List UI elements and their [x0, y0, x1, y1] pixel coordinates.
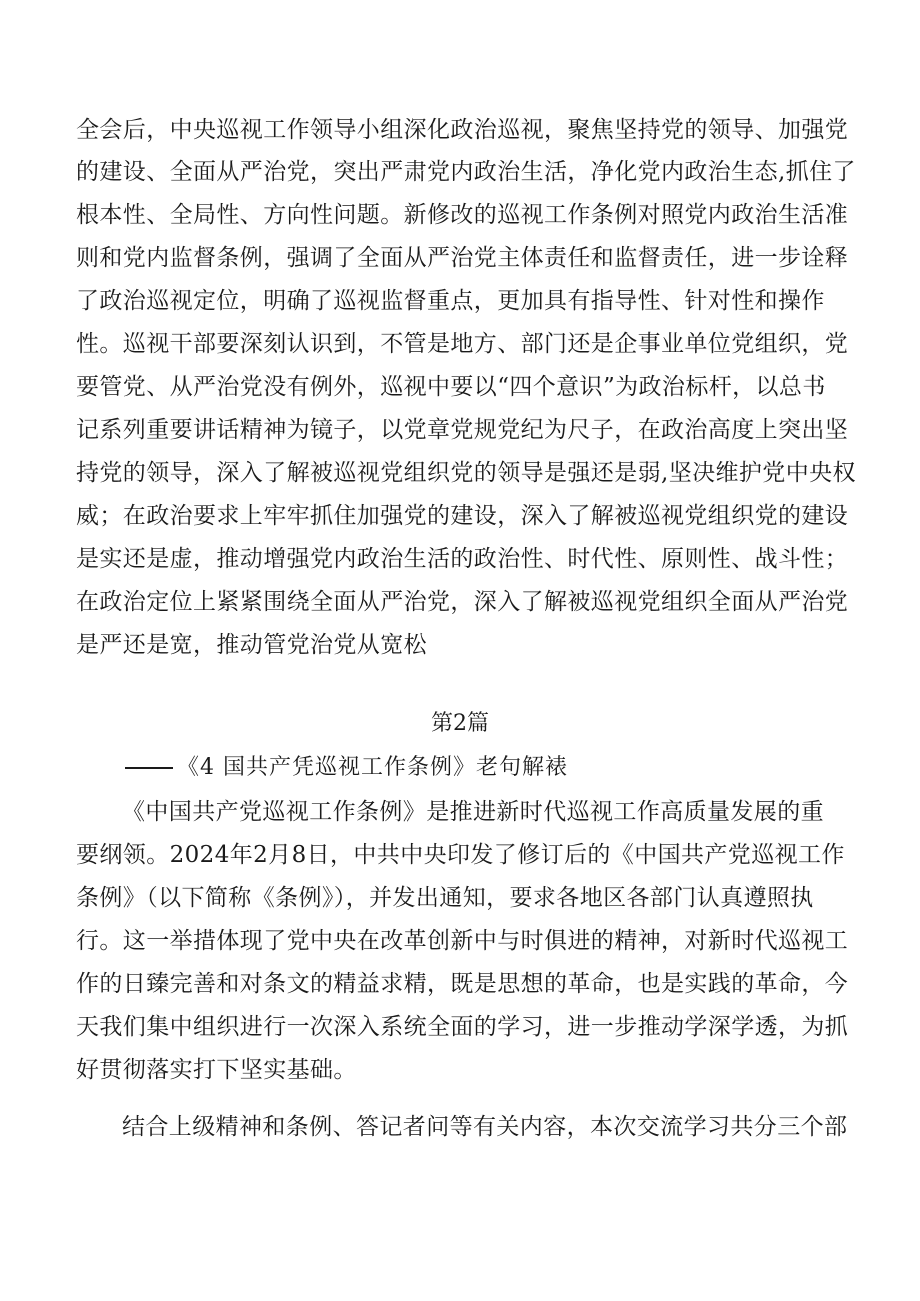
text-line: 则和党内监督条例，强调了全面从严治党主体责任和监督责任，进一步诠释 [76, 245, 849, 271]
text-line: 结合上级精神和条例、答记者问等有关内容，本次交流学习共分三个部 [122, 1114, 848, 1140]
section-heading: 第2篇 [431, 711, 489, 736]
text-line: 条例》（以下简称《条例》），并发出通知，要求各地区各部门认真遵照执 [76, 885, 814, 911]
text-line: 《中国共产党巡视工作条例》是推进新时代巡视工作高质量发展的重 [122, 799, 824, 825]
text-line: 威；在政治要求上牢牢抓住加强党的建设，深入了解被巡视党组织党的建设 [76, 503, 849, 529]
subtitle [125, 748, 568, 788]
subtitle-text: 《4 国共产凭巡视工作条例》老句解裱 [177, 755, 568, 780]
text-line: 好贯彻落实打下坚实基础。 [76, 1057, 357, 1083]
text-line: 记系列重要讲话精神为镜子，以党章党规党纪为尺子，在政治高度上突出坚 [76, 417, 849, 443]
text-line: 在政治定位上紧紧围绕全面从严治党，深入了解被巡视党组织全面从严治党 [76, 589, 849, 615]
text-line: 持党的领导，深入了解被巡视党组织党的领导是强还是弱,坚决维护党中央权 [76, 460, 856, 486]
text-line: 性。巡视干部要深刻认识到，不管是地方、部门还是企事业单位党组织，党 [76, 331, 849, 357]
text-line: 根本性、全局性、方向性问题。新修改的巡视工作条例对照党内政治生活准 [76, 202, 849, 228]
text-line: 行。这一举措体现了党中央在改革创新中与时俱进的精神，对新时代巡视工 [76, 928, 849, 954]
text-line: 作的日臻完善和对条文的精益求精，既是思想的革命，也是实践的革命，今 [76, 971, 849, 997]
text-line: 是严还是宽，推动管党治党从宽松 [76, 632, 427, 658]
em-dash-decoration [125, 767, 173, 769]
text-line: 天我们集中组织进行一次深入系统全面的学习，进一步推动学深学透，为抓 [76, 1014, 849, 1040]
text-line: 是实还是虚，推动增强党内政治生活的政治性、时代性、原则性、战斗性； [76, 546, 849, 572]
text-line: 了政治巡视定位，明确了巡视监督重点，更加具有指导性、针对性和操作 [76, 288, 825, 314]
text-line: 要纲领。2024年2月8日，中共中央印发了修订后的《中国共产党巡视工作 [76, 842, 845, 868]
text-line: 的建设、全面从严治党，突出严肃党内政治生活，净化党内政治生态,抓住了 [76, 159, 856, 185]
text-line: 要管党、从严治党没有例外，巡视中要以“四个意识”为政治标杆，以总书 [76, 374, 826, 400]
text-line: 全会后，中央巡视工作领导小组深化政治巡视，聚焦坚持党的领导、加强党 [76, 117, 849, 143]
